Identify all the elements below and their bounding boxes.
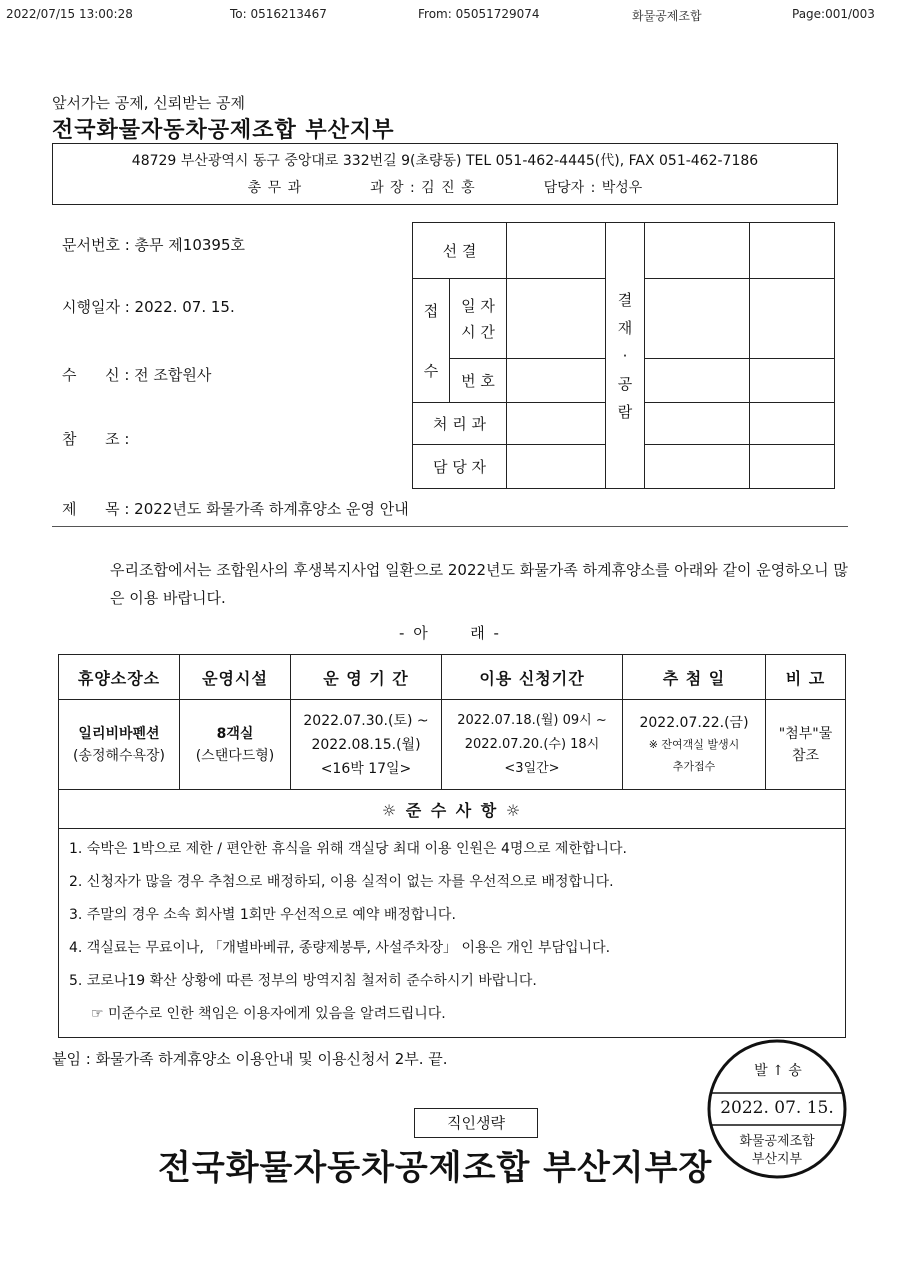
issue-date: 시행일자 : 2022. 07. 15. <box>62 298 235 316</box>
dept-label: 처 리 과 <box>413 403 507 445</box>
rules-title: ☼ 준 수 사 항 ☼ <box>59 790 846 829</box>
person-cell <box>507 445 606 489</box>
sign-cell <box>750 445 835 489</box>
sign-cell <box>645 279 750 359</box>
reference: 참 조 : <box>62 430 130 448</box>
draw-note: ※ 잔여객실 발생시 <box>648 737 740 751</box>
place-name: 일리비바펜션 <box>78 725 160 742</box>
fax-sender: 화물공제조합 <box>632 9 702 23</box>
period-start: 2022.07.30.(토) ~ <box>303 712 429 729</box>
col-header: 운 영 기 간 <box>291 655 442 700</box>
dept-line <box>53 177 837 197</box>
col-header: 휴양소장소 <box>59 655 180 700</box>
date-char: 일 자 <box>461 296 495 315</box>
address-box <box>52 143 838 205</box>
resort-table <box>58 654 846 1038</box>
facility-cell <box>180 700 291 790</box>
facility-type: (스탠다드형) <box>195 747 275 764</box>
dept-cell <box>507 403 606 445</box>
col-header: 운영시설 <box>180 655 291 700</box>
fax-page: Page:001/003 <box>792 7 875 21</box>
fax-from: From: 05051729074 <box>418 7 540 21</box>
doc-number: 문서번호 : 총무 제10395호 <box>62 236 245 254</box>
note-text: 참조 <box>791 747 820 764</box>
divider <box>52 526 848 527</box>
draw-cell <box>623 700 766 790</box>
rule-item: 2. 신청자가 많을 경우 추첨으로 배정하되, 이용 실적이 없는 자를 우선적으로 배정합니다. <box>69 874 614 890</box>
su-char: 수 <box>423 361 439 380</box>
below-heading: - 아 래 - <box>399 624 501 642</box>
period-end: 2022.08.15.(월) <box>311 736 421 753</box>
col-header: 이용 신청기간 <box>442 655 623 700</box>
gyeoljae-char: 결 <box>617 290 633 309</box>
datetime-label <box>450 279 507 359</box>
sign-cell <box>750 359 835 403</box>
org-title: 전국화물자동차공제조합 부산지부 <box>52 118 395 143</box>
seal-omitted-box: 직인생략 <box>414 1108 538 1138</box>
period-cell <box>291 700 442 790</box>
gyeoljae-char: 재 <box>617 318 633 337</box>
sign-cell <box>645 359 750 403</box>
col-header: 추 첨 일 <box>623 655 766 700</box>
number-cell <box>507 359 606 403</box>
number-label: 번 호 <box>450 359 507 403</box>
recipient: 수 신 : 전 조합원사 <box>62 366 212 384</box>
rule-item: 1. 숙박은 1박으로 제한 / 편안한 휴식을 위해 객실당 최대 이용 인원은 4명으로 제한합니다. <box>69 841 628 857</box>
gyeoljae-label <box>606 223 645 489</box>
gyeoljae-char: 람 <box>617 402 633 421</box>
address-line: 48729 부산광역시 동구 중앙대로 332번길 9(초량동) TEL 051-462-4445(代), FAX 051-462-7186 <box>131 153 759 169</box>
rules-list <box>59 829 846 1038</box>
gyeoljae-char: · <box>622 346 628 365</box>
fax-to: To: 0516213467 <box>230 7 327 21</box>
apply-start: 2022.07.18.(월) 09시 ~ <box>457 712 607 728</box>
apply-end: 2022.07.20.(수) 18시 <box>464 736 600 752</box>
seongyeol-cell <box>507 223 606 279</box>
note-text: "첨부"물 <box>778 725 833 742</box>
sign-cell <box>750 223 835 279</box>
body-text: 우리조합에서는 조합원사의 후생복지사업 일환으로 2022년도 화물가족 하계휴양소를 아래와 같이 운영하오니 많은 이용 바랍니다. <box>110 561 848 607</box>
apply-length: <3일간> <box>504 760 560 776</box>
col-header: 비 고 <box>766 655 846 700</box>
sign-cell <box>645 445 750 489</box>
apply-cell <box>442 700 623 790</box>
note-cell <box>766 700 846 790</box>
seongyeol-label: 선 결 <box>413 223 507 279</box>
sign-cell <box>750 279 835 359</box>
sign-cell <box>645 223 750 279</box>
facility-rooms: 8객실 <box>216 725 254 742</box>
contact-person: 담당자 : 박성우 <box>543 180 643 196</box>
gyeoljae-char: 공 <box>617 374 633 393</box>
body-paragraph <box>52 556 848 612</box>
slogan: 앞서가는 공제, 신뢰받는 공제 <box>52 94 245 112</box>
place-location: (송정해수욕장) <box>72 747 166 764</box>
person-label: 담 당 자 <box>413 445 507 489</box>
draw-note: 추가접수 <box>672 759 716 773</box>
subject: 제 목 : 2022년도 화물가족 하계휴양소 운영 안내 <box>62 500 409 518</box>
sign-cell <box>645 403 750 445</box>
rule-note: ☞ 미준수로 인한 책임은 이용자에게 있음을 알려드립니다. <box>91 1006 446 1022</box>
jeop-char: 접 <box>423 301 439 320</box>
stamp-org: 화물공제조합 <box>739 1134 815 1149</box>
rule-item: 5. 코로나19 확산 상황에 따른 정부의 방역지침 철저히 준수하시기 바랍니다. <box>69 973 537 989</box>
approval-box <box>412 222 835 489</box>
place-cell <box>59 700 180 790</box>
period-length: <16박 17일> <box>320 760 412 777</box>
signer-title: 전국화물자동차공제조합 부산지부장 <box>158 1148 713 1188</box>
datetime-cell <box>507 279 606 359</box>
rule-item: 3. 주말의 경우 소속 회사별 1회만 우선적으로 예약 배정합니다. <box>69 907 456 923</box>
fax-datetime: 2022/07/15 13:00:28 <box>6 7 133 21</box>
attachment-line: 붙임 : 화물가족 하계휴양소 이용안내 및 이용신청서 2부. 끝. <box>52 1050 448 1068</box>
draw-date: 2022.07.22.(금) <box>639 714 749 731</box>
sign-cell <box>750 403 835 445</box>
manager: 과 장 : 김 진 홍 <box>370 180 475 196</box>
dept-name: 총 무 과 <box>247 180 302 196</box>
jeopsu-label <box>413 279 450 403</box>
stamp-date: 2022. 07. 15. <box>720 1098 834 1118</box>
stamp-branch: 부산지부 <box>751 1152 803 1167</box>
rule-item: 4. 객실료는 무료이나, 「개별바베큐, 종량제봉투, 사설주차장」 이용은 개인 부담입니다. <box>69 940 611 956</box>
stamp-title: 발 ↑ 송 <box>754 1063 802 1079</box>
time-char: 시 간 <box>461 322 495 341</box>
